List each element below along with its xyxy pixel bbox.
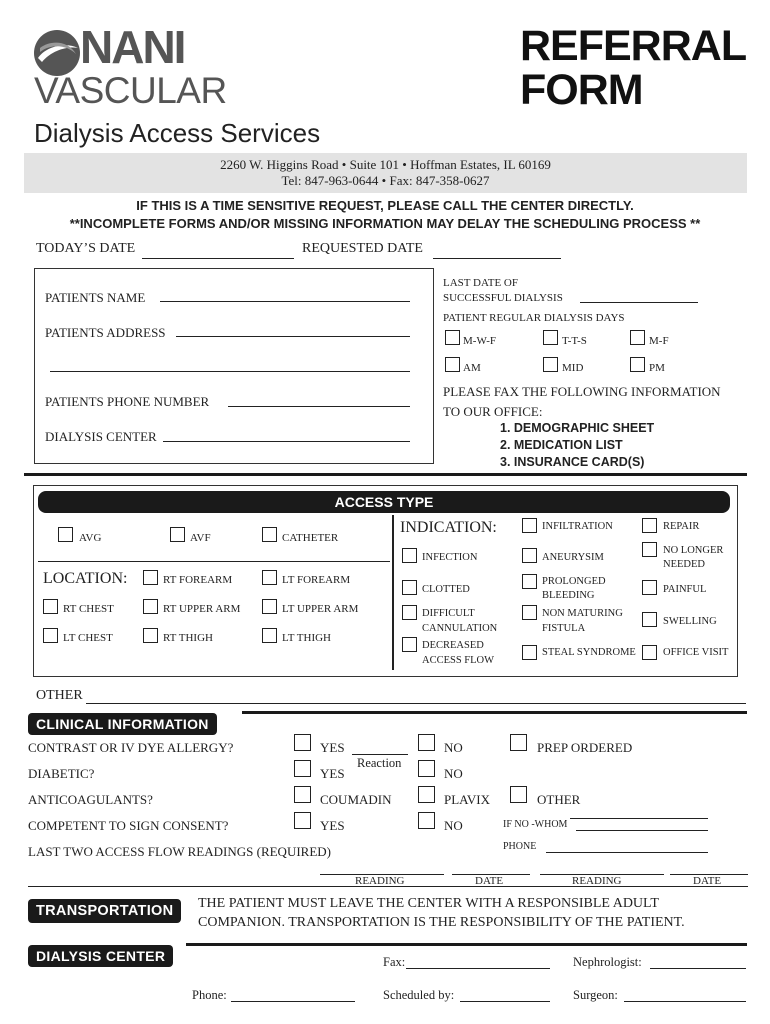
pm-checkbox[interactable] — [630, 357, 645, 372]
address-text: 2260 W. Higgins Road • Suite 101 • Hoffman Estates, IL 60169 — [220, 157, 551, 172]
aneurysm-label: ANEURYSIM — [542, 552, 604, 563]
scheduled-by-field[interactable] — [460, 1001, 550, 1002]
patient-address-field[interactable] — [176, 336, 410, 337]
notice-time-sensitive: IF THIS IS A TIME SENSITIVE REQUEST, PLEASE CALL THE CENTER DIRECTLY. — [136, 198, 634, 213]
am-checkbox[interactable] — [445, 357, 460, 372]
fax-instruction-1: PLEASE FAX THE FOLLOWING INFORMATION — [443, 384, 721, 399]
fax-field[interactable] — [406, 968, 550, 969]
non-maturing-label-1: NON MATURING — [542, 608, 623, 619]
am-label: AM — [463, 362, 481, 374]
no-longer-needed-checkbox[interactable] — [642, 542, 657, 557]
no-longer-label-1: NO LONGER — [663, 545, 724, 556]
other-anticoag-checkbox[interactable] — [510, 786, 527, 803]
diabetic-no-checkbox[interactable] — [418, 760, 435, 777]
mid-checkbox[interactable] — [543, 357, 558, 372]
phone-field[interactable] — [231, 1001, 355, 1002]
last-date-label-2: SUCCESSFUL DIALYSIS — [443, 292, 563, 304]
indication-label: INDICATION: — [400, 519, 497, 536]
coumadin-label: COUMADIN — [320, 792, 392, 807]
date-2-label: DATE — [693, 875, 722, 887]
contrast-yes-label: YES — [320, 740, 345, 755]
clinical-bottom-rule — [28, 886, 748, 887]
transport-text-2: COMPANION. TRANSPORTATION IS THE RESPONSIBILITY OF THE PATIENT. — [198, 915, 685, 930]
dialysis-center-header: DIALYSIS CENTER — [28, 945, 173, 967]
other-field[interactable] — [86, 703, 746, 704]
requested-date-field[interactable] — [433, 258, 561, 259]
notice-incomplete: **INCOMPLETE FORMS AND/OR MISSING INFORMATION MAY DELAY THE SCHEDULING PROCESS ** — [69, 216, 701, 231]
section-divider — [24, 473, 747, 476]
infection-checkbox[interactable] — [402, 548, 417, 563]
logo-bottom-text: VASCULAR — [34, 70, 227, 111]
contrast-no-label: NO — [444, 740, 463, 755]
logo-top-text: NANI — [80, 21, 185, 73]
no-longer-label-2: NEEDED — [663, 559, 705, 570]
location-label: LOCATION: — [43, 570, 128, 587]
prolonged-label-2: BLEEDING — [542, 590, 595, 601]
transportation-header: TRANSPORTATION — [28, 899, 181, 923]
patient-address-label: PATIENTS ADDRESS — [45, 325, 166, 340]
clotted-checkbox[interactable] — [402, 580, 417, 595]
decreased-flow-checkbox[interactable] — [402, 637, 417, 652]
reading-2-label: READING — [572, 875, 622, 887]
dialysis-center-field[interactable] — [163, 441, 410, 442]
patient-phone-label: PATIENTS PHONE NUMBER — [45, 394, 210, 409]
reaction-field[interactable] — [352, 754, 408, 755]
transport-text-1: THE PATIENT MUST LEAVE THE CENTER WITH A RESPONSIBLE ADULT — [198, 896, 659, 911]
avf-label: AVF — [190, 532, 211, 544]
aneurysm-checkbox[interactable] — [522, 548, 537, 563]
if-no-whom-field[interactable] — [576, 830, 708, 831]
pm-label: PM — [649, 362, 665, 374]
lt-upper-arm-checkbox[interactable] — [262, 599, 277, 614]
todays-date-label: TODAY’S DATE — [36, 241, 136, 256]
difficult-label-1: DIFFICULT — [422, 608, 475, 619]
difficult-label-2: CANNULATION — [422, 623, 498, 634]
competent-no-label: NO — [444, 818, 463, 833]
anticoag-label: ANTICOAGULANTS? — [28, 792, 153, 807]
difficult-cannulation-checkbox[interactable] — [402, 605, 417, 620]
infection-label: INFECTION — [422, 552, 478, 563]
diabetic-no-label: NO — [444, 766, 463, 781]
lt-thigh-checkbox[interactable] — [262, 628, 277, 643]
mf-label: M-F — [649, 335, 669, 347]
fax-item-3: 3. INSURANCE CARD(S) — [500, 455, 645, 469]
logo — [32, 21, 227, 112]
if-no-upper-line — [570, 818, 708, 819]
prep-ordered-checkbox[interactable] — [510, 734, 527, 751]
infiltration-checkbox[interactable] — [522, 518, 537, 533]
access-vertical-divider — [392, 515, 394, 670]
lt-chest-checkbox[interactable] — [43, 628, 58, 643]
lt-chest-label: LT CHEST — [63, 632, 113, 644]
rt-forearm-label: RT FOREARM — [163, 574, 233, 586]
prolonged-bleeding-checkbox[interactable] — [522, 574, 537, 589]
other-label: OTHER — [36, 688, 83, 703]
todays-date-field[interactable] — [142, 258, 294, 259]
whom-phone-label: PHONE — [503, 841, 537, 852]
rt-chest-checkbox[interactable] — [43, 599, 58, 614]
dialysis-center-label: DIALYSIS CENTER — [45, 429, 157, 444]
rt-upper-arm-label: RT UPPER ARM — [163, 603, 241, 615]
diabetic-yes-checkbox[interactable] — [294, 760, 311, 777]
contrast-no-checkbox[interactable] — [418, 734, 435, 751]
reaction-label: Reaction — [357, 756, 402, 770]
non-maturing-checkbox[interactable] — [522, 605, 537, 620]
avf-checkbox[interactable] — [170, 527, 185, 542]
diabetic-yes-label: YES — [320, 766, 345, 781]
catheter-checkbox[interactable] — [262, 527, 277, 542]
tts-checkbox[interactable] — [543, 330, 558, 345]
tts-label: T-T-S — [562, 335, 587, 347]
nephrologist-field[interactable] — [650, 968, 746, 969]
access-divider — [38, 561, 390, 562]
lt-forearm-checkbox[interactable] — [262, 570, 277, 585]
rt-thigh-label: RT THIGH — [163, 632, 213, 644]
dialysis-center-rule — [186, 943, 747, 946]
fax-item-1: 1. DEMOGRAPHIC SHEET — [500, 421, 655, 435]
fax-label: Fax: — [383, 955, 406, 969]
contrast-yes-checkbox[interactable] — [294, 734, 311, 751]
whom-phone-field[interactable] — [546, 852, 708, 853]
office-visit-label: OFFICE VISIT — [663, 647, 729, 658]
contrast-label: CONTRAST OR IV DYE ALLERGY? — [28, 740, 234, 755]
fax-instruction-2: TO OUR OFFICE: — [443, 404, 543, 419]
lt-thigh-label: LT THIGH — [282, 632, 331, 644]
clinical-info-header: CLINICAL INFORMATION — [28, 713, 217, 735]
last-dialysis-date-field[interactable] — [580, 302, 698, 303]
form-title-line1: REFERRAL — [520, 22, 747, 70]
infiltration-label: INFILTRATION — [542, 521, 613, 532]
phone-label: Phone: — [192, 988, 227, 1002]
diabetic-label: DIABETIC? — [28, 766, 95, 781]
patient-address-field-2[interactable] — [50, 371, 410, 372]
catheter-label: CATHETER — [282, 532, 339, 544]
flow-readings-label: LAST TWO ACCESS FLOW READINGS (REQUIRED) — [28, 844, 331, 859]
nephrologist-label: Nephrologist: — [573, 955, 642, 969]
mwf-checkbox[interactable] — [445, 330, 460, 345]
surgeon-field[interactable] — [624, 1001, 746, 1002]
lt-forearm-label: LT FOREARM — [282, 574, 351, 586]
surgeon-label: Surgeon: — [573, 988, 618, 1002]
if-no-whom-label: IF NO -WHOM — [503, 819, 568, 830]
mwf-label: M-W-F — [463, 335, 496, 347]
decreased-label-2: ACCESS FLOW — [422, 655, 495, 666]
contact-text: Tel: 847-963-0644 • Fax: 847-358-0627 — [281, 173, 490, 188]
plavix-checkbox[interactable] — [418, 786, 435, 803]
scheduled-by-label: Scheduled by: — [383, 988, 455, 1002]
access-type-header — [38, 491, 730, 513]
swelling-checkbox[interactable] — [642, 612, 657, 627]
competent-yes-checkbox[interactable] — [294, 812, 311, 829]
reading-1-label: READING — [355, 875, 405, 887]
office-visit-checkbox[interactable] — [642, 645, 657, 660]
steal-syndrome-label: STEAL SYNDROME — [542, 647, 636, 658]
rt-chest-label: RT CHEST — [63, 603, 114, 615]
non-maturing-label-2: FISTULA — [542, 623, 586, 634]
address-bar — [24, 153, 747, 193]
clotted-label: CLOTTED — [422, 584, 470, 595]
regular-days-label: PATIENT REGULAR DIALYSIS DAYS — [443, 312, 625, 324]
patient-phone-field[interactable] — [228, 406, 410, 407]
date-1-label: DATE — [475, 875, 504, 887]
rt-forearm-checkbox[interactable] — [143, 570, 158, 585]
steal-syndrome-checkbox[interactable] — [522, 645, 537, 660]
requested-date-label: REQUESTED DATE — [302, 241, 423, 256]
rt-upper-arm-checkbox[interactable] — [143, 599, 158, 614]
coumadin-checkbox[interactable] — [294, 786, 311, 803]
fax-item-2: 2. MEDICATION LIST — [500, 438, 623, 452]
avg-label: AVG — [79, 532, 102, 544]
plavix-label: PLAVIX — [444, 792, 490, 807]
mf-checkbox[interactable] — [630, 330, 645, 345]
prolonged-label-1: PROLONGED — [542, 576, 606, 587]
painful-checkbox[interactable] — [642, 580, 657, 595]
painful-label: PAINFUL — [663, 584, 707, 595]
patient-name-field[interactable] — [160, 301, 410, 302]
form-title-line2: FORM — [520, 66, 643, 114]
last-date-label-1: LAST DATE OF — [443, 277, 518, 289]
other-anticoag-label: OTHER — [537, 792, 581, 807]
repair-label: REPAIR — [663, 521, 700, 532]
access-type-header-text: ACCESS TYPE — [334, 494, 434, 510]
subtitle: Dialysis Access Services — [34, 118, 321, 148]
clinical-header-rule — [242, 711, 747, 714]
avg-checkbox[interactable] — [58, 527, 73, 542]
rt-thigh-checkbox[interactable] — [143, 628, 158, 643]
swelling-label: SWELLING — [663, 616, 717, 627]
decreased-label-1: DECREASED — [422, 640, 484, 651]
competent-no-checkbox[interactable] — [418, 812, 435, 829]
repair-checkbox[interactable] — [642, 518, 657, 533]
patient-name-label: PATIENTS NAME — [45, 290, 146, 305]
competent-yes-label: YES — [320, 818, 345, 833]
lt-upper-arm-label: LT UPPER ARM — [282, 603, 359, 615]
mid-label: MID — [562, 362, 584, 374]
prep-ordered-label: PREP ORDERED — [537, 740, 633, 755]
competent-label: COMPETENT TO SIGN CONSENT? — [28, 818, 229, 833]
